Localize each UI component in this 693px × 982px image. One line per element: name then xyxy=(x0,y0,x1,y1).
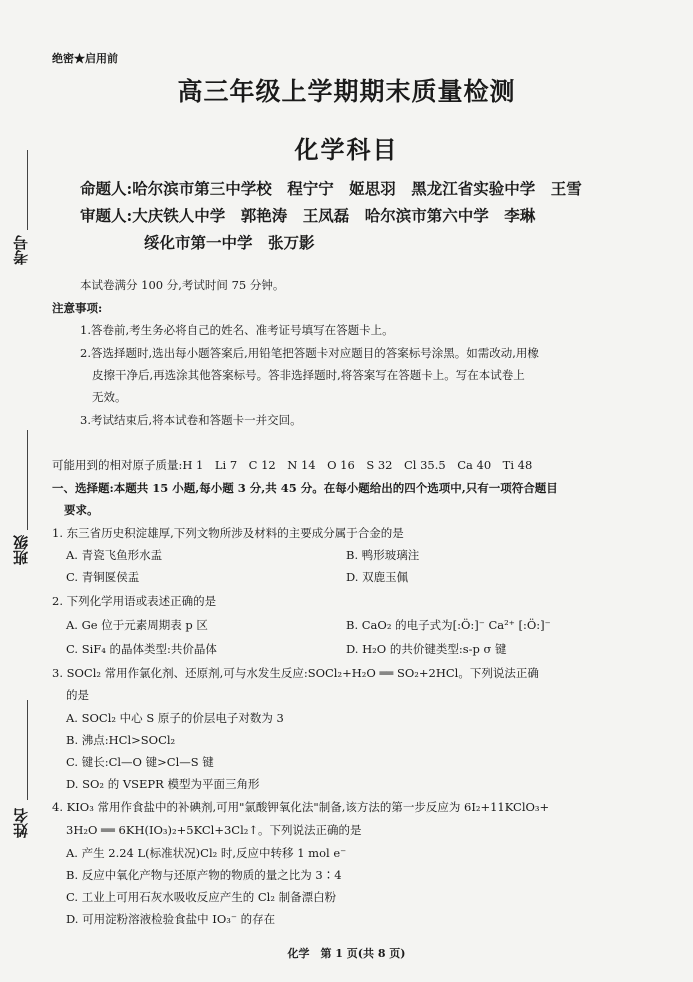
exam-number-label: 考号 xyxy=(12,235,30,265)
q4-option-a: A. 产生 2.24 L(标准状况)Cl₂ 时,反应中转移 1 mol e⁻ xyxy=(66,846,347,860)
question-1-stem: 1. 东三省历史积淀雄厚,下列文物所涉及材料的主要成分属于合金的是 xyxy=(52,526,404,540)
reviewer-line: 审题人:大庆铁人中学 郭艳涛 王凤磊 哈尔滨市第六中学 李琳 xyxy=(80,206,536,225)
q4-option-d: D. 可用淀粉溶液检验食盐中 IO₃⁻ 的存在 xyxy=(66,912,276,926)
class-label: 班级 xyxy=(12,535,30,565)
binding-line xyxy=(27,150,28,230)
note-item: 2.答选择题时,选出每小题答案后,用铅笔把答题卡对应题目的答案标号涂黑。如需改动,用橡 xyxy=(80,346,539,360)
subject-title: 化学科目 xyxy=(294,135,399,164)
q2-option-a: A. Ge 位于元素周期表 p 区 xyxy=(66,618,208,632)
exam-intro: 本试卷满分 100 分,考试时间 75 分钟。 xyxy=(80,278,285,292)
question-3-stem-cont: 的是 xyxy=(66,688,89,702)
q3-option-c: C. 键长:Cl—O 键>Cl—S 键 xyxy=(66,755,214,769)
notes-heading: 注意事项: xyxy=(52,301,103,315)
q2-option-b: B. CaO₂ 的电子式为[:Ö:]⁻ Ca²⁺ [:Ö:]⁻ xyxy=(346,618,551,632)
reviewer-line-2: 绥化市第一中学 张万影 xyxy=(144,233,315,252)
note-item: 无效。 xyxy=(92,390,127,404)
note-item: 1.答卷前,考生务必将自己的姓名、准考证号填写在答题卡上。 xyxy=(80,323,394,337)
q1-option-c: C. 青铜匽侯盂 xyxy=(66,570,140,584)
exam-title: 高三年级上学期期末质量检测 xyxy=(177,77,516,106)
confidential-mark: 绝密★启用前 xyxy=(52,52,118,65)
q1-option-d: D. 双鹿玉佩 xyxy=(346,570,409,584)
note-item: 皮擦干净后,再选涂其他答案标号。答非选择题时,将答案写在答题卡上。写在本试卷上 xyxy=(92,368,525,382)
section-heading-cont: 要求。 xyxy=(64,503,99,517)
note-item: 3.考试结束后,将本试卷和答题卡一并交回。 xyxy=(80,413,302,427)
q3-option-d: D. SO₂ 的 VSEPR 模型为平面三角形 xyxy=(66,777,260,791)
binding-line xyxy=(27,700,28,800)
page-footer: 化学 第 1 页(共 8 页) xyxy=(287,947,406,960)
q4-option-b: B. 反应中氧化产物与还原产物的物质的量之比为 3∶4 xyxy=(66,868,342,882)
q2-option-d: D. H₂O 的共价键类型:s-p σ 键 xyxy=(346,642,507,656)
section-heading: 一、选择题:本题共 15 小题,每小题 3 分,共 45 分。在每小题给出的四个选项中,只有一项符合题目 xyxy=(52,481,558,495)
question-3-stem: 3. SOCl₂ 常用作氯化剂、还原剂,可与水发生反应:SOCl₂+H₂O ══ SO₂+2HCl。下列说法正确 xyxy=(52,666,539,680)
setter-line: 命题人:哈尔滨市第三中学校 程宁宁 姬思羽 黑龙江省实验中学 王雪 xyxy=(80,179,582,198)
q3-option-a: A. SOCl₂ 中心 S 原子的价层电子对数为 3 xyxy=(66,711,284,725)
question-2-stem: 2. 下列化学用语或表述正确的是 xyxy=(52,594,217,608)
q1-option-b: B. 鸭形玻璃注 xyxy=(346,548,420,562)
q2-option-c: C. SiF₄ 的晶体类型:共价晶体 xyxy=(66,642,217,656)
question-4-stem: 4. KIO₃ 常用作食盐中的补碘剂,可用"氯酸钾氧化法"制备,该方法的第一步反应为 6I₂+11KClO₃+ xyxy=(52,800,550,814)
binding-line xyxy=(27,430,28,530)
question-4-stem-cont: 3H₂O ══ 6KH(IO₃)₂+5KCl+3Cl₂↑。下列说法正确的是 xyxy=(66,823,362,837)
name-label: 姓名 xyxy=(12,808,30,838)
q4-option-c: C. 工业上可用石灰水吸收反应产生的 Cl₂ 制备漂白粉 xyxy=(66,890,337,904)
atomic-masses: 可能用到的相对原子质量:H 1 Li 7 C 12 N 14 O 16 S 32 Cl 35.5 Ca 40 Ti 48 xyxy=(52,458,533,472)
q3-option-b: B. 沸点:HCl>SOCl₂ xyxy=(66,733,176,747)
q1-option-a: A. 青瓷飞鱼形水盂 xyxy=(66,548,163,562)
